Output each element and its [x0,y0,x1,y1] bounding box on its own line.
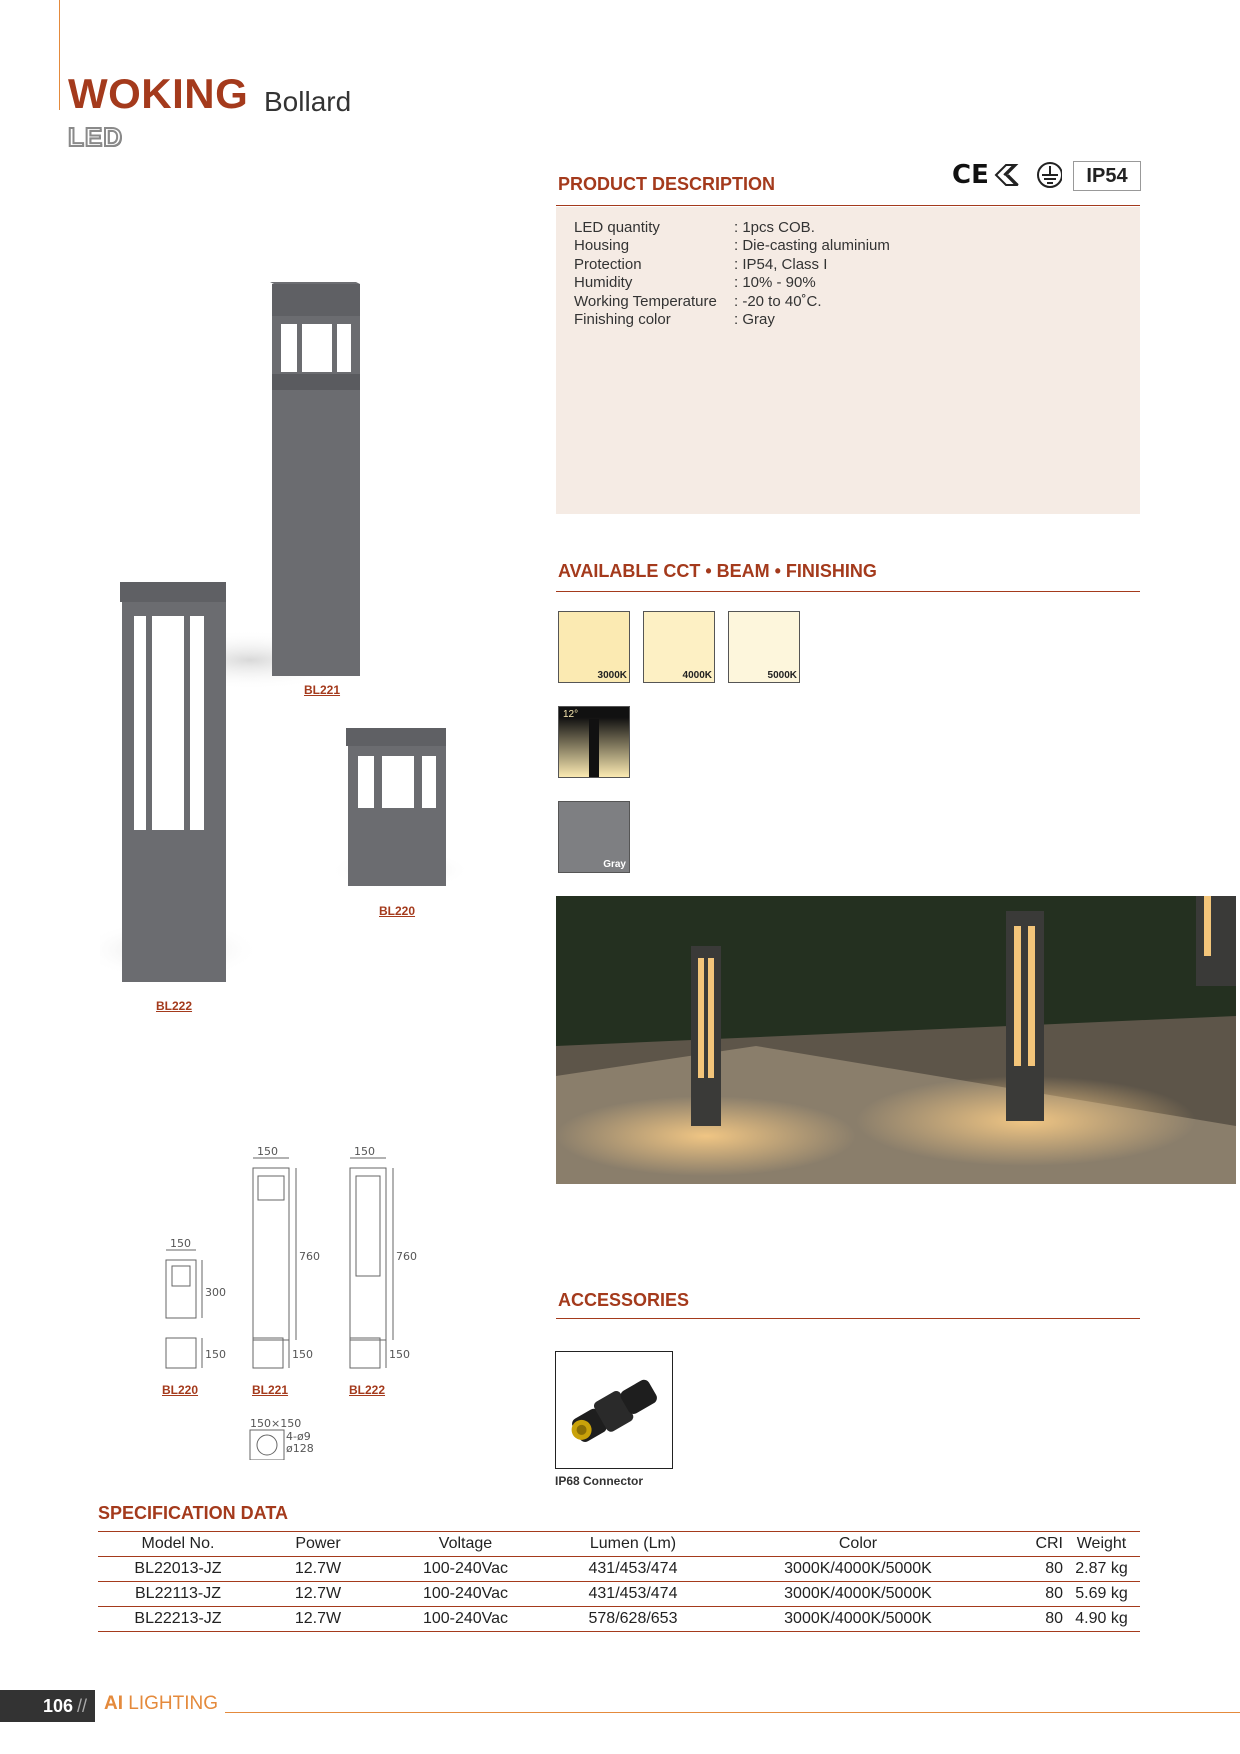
drawing-label-bl222: BL222 [349,1383,386,1397]
dimension-drawings [150,1140,430,1460]
bl220-width-dim: 150 [170,1237,191,1250]
table-cell: 3000K/4000K/5000K [713,1557,1003,1582]
bl221-width-dim: 150 [257,1145,278,1158]
table-cell: 100-240Vac [378,1582,553,1607]
page-separator: // [76,1695,87,1716]
bl220-height-dim: 300 [205,1286,226,1299]
desc-row: Housing : Die-casting aluminium [574,237,890,254]
bl221-label: BL221 [304,683,341,697]
table-cell: BL22113-JZ [98,1582,258,1607]
accessories-heading: ACCESSORIES [558,1290,690,1310]
table-row [98,1557,1140,1582]
desc-row: Finishing color : Gray [574,311,775,328]
desc-row: LED quantity : 1pcs COB. [574,219,815,236]
footer-line [225,1712,1240,1713]
col-header: CRI [1003,1532,1063,1557]
beam-fixture-icon [589,719,599,777]
mount-size-dim: 150×150 [250,1417,302,1430]
table-cell: 431/453/474 [553,1557,713,1582]
col-header: Power [258,1532,378,1557]
spec-header-row [98,1532,1140,1557]
description-heading: PRODUCT DESCRIPTION [558,174,776,194]
cct-swatch-5000k: 5000K [728,611,800,683]
table-cell: 80 [1003,1582,1063,1607]
table-cell: 2.87 kg [1063,1557,1140,1582]
installation-photo-art [556,896,1236,1184]
table-cell: 578/628/653 [553,1607,713,1632]
table-cell: BL22213-JZ [98,1607,258,1632]
table-cell: 80 [1003,1557,1063,1582]
certification-icons [992,161,1062,189]
table-row [98,1607,1140,1632]
table-cell: 431/453/474 [553,1582,713,1607]
col-header: Color [713,1532,1003,1557]
col-header: Model No. [98,1532,258,1557]
table-cell: 12.7W [258,1557,378,1582]
ground-symbol-icon [1038,163,1062,187]
page-number: 106 [42,1695,73,1716]
drawing-label-bl221: BL221 [252,1383,289,1397]
beam-angle-swatch [558,706,630,778]
bl221-height-dim: 760 [299,1250,320,1263]
cct-swatch-4000k: 4000K [643,611,715,683]
accessories-divider [556,1318,1140,1319]
options-heading: AVAILABLE CCT • BEAM • FINISHING [558,561,877,581]
ip-rating-badge: IP54 [1073,161,1141,191]
spec-heading: SPECIFICATION DATA [98,1503,288,1523]
product-subtitle: Bollard [264,86,352,117]
bl220-label: BL220 [379,904,416,918]
installation-photo [556,896,1236,1184]
desc-row: Humidity : 10% - 90% [574,274,816,291]
ip68-connector-icon [556,1352,672,1468]
rohs-icon [996,165,1018,185]
bl222-height-dim: 760 [396,1250,417,1263]
table-cell: 3000K/4000K/5000K [713,1607,1003,1632]
description-divider [556,205,1140,206]
mount-holes-dim: 4-ø9 [286,1430,311,1443]
bl220-base-dim: 150 [205,1348,226,1361]
bl220-render [330,728,470,890]
beam-angle-label: 12° [563,709,579,720]
footer-brand-text: LIGHTING [123,1693,219,1714]
table-row [98,1582,1140,1607]
col-header: Weight [1063,1532,1140,1557]
header-accent-line [59,0,60,110]
footer-brand-bold: AI [104,1693,123,1714]
desc-row: Working Temperature : -20 to 40˚C. [574,293,822,310]
cct-swatch-3000k: 3000K [558,611,630,683]
footer-brand [104,1693,218,1715]
table-cell: 100-240Vac [378,1557,553,1582]
table-cell: 4.90 kg [1063,1607,1140,1632]
bl222-base-dim: 150 [389,1348,410,1361]
spec-table [98,1531,1140,1632]
finish-label: Gray [603,859,626,870]
options-divider [556,591,1140,592]
connector-image [555,1351,673,1469]
table-cell: 12.7W [258,1582,378,1607]
table-cell: 5.69 kg [1063,1582,1140,1607]
bl221-base-dim: 150 [292,1348,313,1361]
drawing-label-bl220: BL220 [162,1383,199,1397]
table-cell: BL22013-JZ [98,1557,258,1582]
table-cell: 12.7W [258,1607,378,1632]
product-renders [100,270,500,1010]
product-title: WOKING [68,70,249,117]
table-cell: 3000K/4000K/5000K [713,1582,1003,1607]
connector-label: IP68 Connector [555,1474,644,1488]
table-cell: 100-240Vac [378,1607,553,1632]
table-cell: 80 [1003,1607,1063,1632]
bl222-width-dim: 150 [354,1145,375,1158]
desc-row: Protection : IP54, Class I [574,256,828,273]
led-badge: LED [68,122,123,152]
description-box [556,207,1140,514]
bl222-label: BL222 [156,999,193,1013]
ce-mark-icon: CE [952,160,989,190]
col-header: Lumen (Lm) [553,1532,713,1557]
finish-swatch-gray [558,801,630,873]
page-number-box [0,1690,95,1722]
col-header: Voltage [378,1532,553,1557]
mount-circle-dim: ø128 [286,1442,314,1455]
